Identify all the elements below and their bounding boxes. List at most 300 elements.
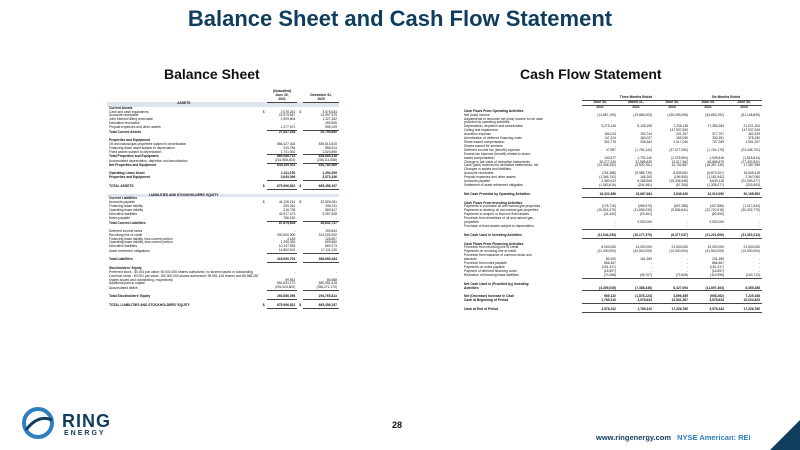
- bs-value-2021: 44,126,214: [278, 200, 296, 205]
- cf-value: 1,017,040: [673, 139, 688, 144]
- cf-value: 1,789,310: [582, 299, 618, 303]
- bs-value-2021: -: [294, 228, 296, 233]
- unaudited-label: (Unaudited): [272, 89, 292, 93]
- cf-value: 13,000,000: [635, 245, 652, 250]
- cf-value: (18,357,139): [705, 163, 724, 168]
- cf-value: 378,150: [748, 136, 760, 141]
- cf-value: 66,866,679: [707, 159, 724, 164]
- bs-dollar-sign: $: [299, 109, 302, 114]
- bs-value-2021: 3,649,096: [267, 176, 298, 180]
- cf-row-label: Cash (paid) received for derivative settlements, net: [464, 163, 539, 168]
- balance-sheet-table: [107, 90, 339, 309]
- bs-row-label: Operating Lease Asset: [109, 171, 145, 176]
- bs-value-2020: 858,513: [325, 145, 337, 150]
- cf-value: 2,367,060: [745, 175, 760, 180]
- cf-value: 1,939,818: [709, 155, 724, 160]
- cf-value: (10,177,370): [618, 234, 654, 238]
- cf-row-label: Net Cash Used in (Provided by) Investing: [464, 281, 529, 286]
- bs-row-label: Financing lease asset subject to depreciation: [109, 145, 175, 150]
- cf-value: -: [654, 225, 690, 229]
- cf-value: (10,824,079): [597, 208, 616, 213]
- cf-row-label: Cash at End of Period: [464, 307, 499, 312]
- bs-value-2021: 860,088,714: [276, 154, 296, 159]
- cf-value: 17,226,780: [654, 308, 690, 312]
- bs-value-2021: 27,837,284: [278, 130, 296, 135]
- bs-value-2020: 36,841,737: [320, 220, 337, 225]
- cf-value: (23,448,702): [741, 147, 760, 152]
- balance-sheet-table-container: [107, 90, 339, 309]
- cf-row-label: Deferred income tax (benefit) expense: [464, 147, 521, 152]
- exchange-ticker: NYSE American: REI: [677, 433, 751, 442]
- cf-value: -: [690, 225, 726, 229]
- bs-value-2021: 216,736: [283, 208, 296, 213]
- col1-header-year: 2021: [267, 98, 298, 102]
- bs-value-2020: 596,109: [303, 126, 339, 130]
- cf-value: 193,744: [640, 132, 652, 137]
- bs-row-label: Derivative liabilities: [109, 244, 138, 249]
- cf-row-label: Net (loss) income: [464, 112, 490, 117]
- logo-swoosh: [26, 418, 52, 430]
- bs-value-2020: 550,951,415: [318, 281, 337, 286]
- cf-col-year: 2020: [668, 104, 676, 109]
- cf-value: (27,402,841): [741, 159, 760, 164]
- cf-row-label: Cash Flows From Operating Activities: [464, 108, 524, 113]
- bs-dollar-sign: $: [262, 109, 265, 114]
- cf-row-label: Purchase of fixed assets subject to depreciation: [464, 224, 534, 229]
- cf-value: 2,380,612: [601, 179, 616, 184]
- bs-row-label: Current Assets: [109, 105, 133, 110]
- cf-col-year: 2020: [740, 104, 748, 109]
- bs-value-2020: 20,795,890: [320, 130, 337, 135]
- bs-dollar-sign: $: [262, 200, 265, 205]
- bs-value-2020: 294,765,813: [303, 295, 339, 299]
- cf-value: 7,236,138: [673, 124, 688, 129]
- cf-col-year: 2021: [704, 104, 712, 109]
- cf-value: -: [758, 268, 760, 273]
- cf-value: 10,752,857: [671, 163, 688, 168]
- cf-value: 47,987: [605, 147, 616, 152]
- bs-value-2020: 32,509,081: [320, 200, 337, 205]
- cf-row-label: Shares issued for services: [464, 143, 503, 148]
- cf-value: 301,775: [604, 139, 616, 144]
- cf-value: (203,953): [726, 184, 762, 188]
- cf-value: 1,792,140: [637, 155, 652, 160]
- cf-value: (1,744,175): [707, 147, 724, 152]
- cf-value: 17,087,996: [743, 163, 760, 168]
- cf-value: (537,388): [673, 204, 688, 209]
- cf-value: -: [722, 143, 724, 148]
- cf-row-label: Changes in assets and liabilities:: [464, 167, 512, 172]
- cf-value: (178,716): [601, 204, 616, 209]
- cf-value: (135,009,096): [667, 112, 688, 117]
- bs-value-2020: 838,894,218: [318, 154, 337, 159]
- col2-header-top: December 31,: [310, 92, 332, 97]
- cf-value: 9,275,126: [601, 124, 616, 129]
- cf-row-label: Adjustments to reconcile net (loss) income to net cash: [464, 116, 543, 121]
- cf-value: -: [650, 265, 652, 269]
- cf-col-header: June 30,: [690, 100, 726, 105]
- cf-value: (11,896,939): [633, 208, 652, 213]
- cf-row-label: Cash Flows From Investing Activities: [464, 200, 523, 205]
- cf-value: -: [758, 261, 760, 266]
- cash-flow-table: [462, 96, 762, 313]
- bs-value-2020: 839,514,815: [318, 141, 337, 146]
- cf-value: 10,024,823: [726, 299, 762, 303]
- cash-flow-table-container: [462, 96, 762, 313]
- cf-value: 13,017,962: [671, 159, 688, 164]
- bs-row-label: Accounts receivable: [109, 113, 139, 118]
- cf-value: -: [618, 225, 654, 229]
- bs-value-2020: 499,906: [325, 121, 337, 126]
- cf-row-label: based compensation: [464, 155, 495, 160]
- bs-value-2021: 551,831,170: [276, 281, 296, 286]
- cf-value: 21,500,000: [743, 245, 760, 250]
- cf-value: 3,578,634: [618, 299, 654, 303]
- cf-value: 30,168,583: [726, 193, 762, 197]
- cf-value: 335,464: [640, 139, 652, 144]
- cf-row-label: Payment of deferred financing costs: [464, 268, 517, 273]
- cf-value: (244,461): [618, 184, 654, 188]
- logo-name: RING: [62, 411, 111, 431]
- cf-value: -: [686, 220, 688, 225]
- cf-value: -: [582, 225, 618, 229]
- bs-row-label: Oil and natural gas properties subject to amortization: [109, 141, 187, 146]
- cf-value: -: [650, 261, 652, 266]
- cf-row-label: Net Cash Provided by Operating Activities: [464, 191, 531, 196]
- cf-value: 3,576,242: [582, 308, 618, 312]
- bs-value-2020: 869,817: [325, 208, 337, 213]
- cf-value: 147,224: [604, 136, 616, 141]
- bs-row: [107, 304, 339, 308]
- cf-row-label: Reduction of financing lease liabilities: [464, 273, 519, 278]
- cf-value: -: [758, 220, 760, 225]
- bs-value-2021: 856,427,026: [276, 141, 296, 146]
- bs-row-label: Operating lease liability, less current portion: [109, 240, 173, 245]
- bs-row-label: Total Liabilities: [109, 257, 133, 262]
- cf-value: 184,013: [604, 132, 616, 137]
- cf-value: 15,687,664: [618, 193, 654, 197]
- cf-row-label: Share-based compensation: [464, 139, 505, 144]
- cf-value: (15,436,648): [669, 179, 688, 184]
- cf-value: 165,200: [640, 175, 652, 180]
- cf-value: -: [650, 128, 652, 133]
- cf-value: 19,000,000: [707, 245, 724, 250]
- cf-value: (11,044,236): [582, 234, 618, 238]
- bs-value-2021: -: [294, 121, 296, 126]
- bs-value-2020: 14,997,979: [320, 113, 337, 118]
- cf-value: (60,900): [711, 212, 724, 217]
- bs-value-2020: 3,578,634: [322, 109, 337, 114]
- cf-row-label: Net Cash Used in Investing Activities: [464, 233, 522, 238]
- cf-value: -: [614, 128, 616, 133]
- cf-row-label: Payments to purchase oil and natural gas properties: [464, 204, 541, 209]
- cf-value: 147,937,943: [669, 128, 688, 133]
- cf-value: 866,467: [604, 261, 616, 266]
- six-months-header: Six Months Ended: [690, 96, 762, 100]
- cf-value: 21,021,104: [743, 124, 760, 129]
- footer-contact: [596, 433, 751, 442]
- bs-value-2021: 42,517,473: [278, 212, 296, 217]
- cf-value: (70,288): [582, 274, 618, 278]
- bs-row-label: Prepaid expenses and other assets: [109, 125, 161, 130]
- cf-row-label: provided by operating activities:: [464, 120, 511, 125]
- cf-row-label: Payments to acquire or improve fixed assets: [464, 212, 529, 217]
- cf-value: -: [686, 143, 688, 148]
- cf-value: (140,712): [726, 274, 762, 278]
- three-months-header: Three Months Ended: [582, 96, 690, 100]
- cf-value: (22,720,018): [705, 208, 724, 213]
- cf-value: -: [758, 257, 760, 262]
- cf-value: (61,148,849): [741, 112, 760, 117]
- bs-row-label: Additional paid-in capital: [109, 281, 145, 286]
- cf-value: 2,646,326: [654, 193, 690, 197]
- cf-value: (196,550): [673, 175, 688, 180]
- cf-value: (1,878,124): [635, 294, 652, 299]
- cf-col-year: 2021: [596, 104, 604, 109]
- cf-row-label: Depreciation, depletion and amortization: [464, 124, 524, 129]
- cf-row-label: Proceeds from revolving line of credit: [464, 245, 519, 250]
- cf-value: -: [758, 143, 760, 148]
- bs-value-2021: 1,741,902: [267, 151, 298, 155]
- website-link[interactable]: www.ringenergy.com: [596, 433, 672, 442]
- cf-value: (30,302,779): [741, 208, 760, 213]
- cf-value: (7,388,438): [618, 287, 654, 291]
- bs-row-label: Fixed assets subject to depreciation: [109, 149, 162, 154]
- cf-value: (20,500,000): [633, 249, 652, 254]
- bs-row-label: Operating lease liability: [109, 208, 144, 213]
- bs-row-label: shares issued and outstanding, respectively: [109, 277, 173, 282]
- cf-col-header: March 31,: [618, 100, 654, 105]
- logo-sub: ENERGY: [64, 430, 106, 437]
- bs-row-label: Properties and Equipment: [109, 175, 151, 180]
- bs-value-2021: 14,862,602: [267, 249, 298, 253]
- cf-value: 30,277,240: [599, 159, 616, 164]
- bs-value-2021: (291,024,602): [267, 286, 298, 290]
- cf-value: -: [614, 143, 616, 148]
- cf-value: 2,000,000: [709, 220, 724, 225]
- cf-value: (57,308): [654, 184, 690, 188]
- cf-value: 3,576,242: [690, 308, 726, 312]
- bs-row-label: Derivative receivable: [109, 121, 140, 126]
- bs-row-label: Notes payable: [109, 216, 131, 221]
- cf-value: (1,181,542): [707, 175, 724, 180]
- cf-value: -: [758, 212, 760, 217]
- bs-value-2021: 99,551: [285, 277, 296, 282]
- cf-value: (19,461): [639, 212, 652, 217]
- cf-value: (37,077,050): [669, 147, 688, 152]
- bs-row-label: TOTAL ASSETS: [109, 184, 134, 189]
- bs-row-label: Cash and cash equivalents: [109, 109, 149, 114]
- bs-value-2020: 190,844: [325, 228, 337, 233]
- cf-value: (151,317): [709, 265, 724, 269]
- bs-value-2021: 1,411,150: [280, 171, 296, 176]
- bs-row-label: Accumulated depreciation, depletion and amortization: [109, 158, 188, 163]
- bs-row-label: ASSETS: [107, 102, 261, 106]
- cf-row: [462, 308, 762, 312]
- cf-value: 463,329: [748, 132, 760, 137]
- cf-value: (13,000,000): [741, 249, 760, 254]
- cf-value: (49,707): [618, 274, 654, 278]
- bs-value-2020: 1,494,399: [322, 171, 337, 176]
- cf-value: (31,500,000): [705, 249, 724, 254]
- cf-value: 8,359,288: [726, 287, 762, 291]
- cf-value: (21,221,606): [690, 234, 726, 238]
- bs-value-2021: 87,875,628: [278, 220, 296, 225]
- bs-row-label: Total Properties and Equipment: [109, 154, 159, 159]
- cf-row-label: Payments on notes payable: [464, 265, 505, 269]
- cf-value: 21,500,000: [671, 245, 688, 250]
- bs-row-label: Properties and Equipment: [109, 137, 151, 142]
- cf-row-label: Proceeds from notes payable: [464, 261, 507, 266]
- cf-value: 147,937,943: [741, 128, 760, 133]
- cf-value: 17,383,284: [707, 124, 724, 129]
- cf-value: 6,258,506: [637, 179, 652, 184]
- cf-value: -: [650, 143, 652, 148]
- bs-value-2021: -: [294, 269, 296, 274]
- cf-row-label: Cash Flows From Financing Activities: [464, 241, 524, 246]
- col2-header-year: 2020: [303, 98, 339, 102]
- bs-value-2020: 809,560: [325, 240, 337, 245]
- cf-row: [462, 274, 762, 278]
- bs-row-label: Total Current Assets: [109, 129, 142, 134]
- cf-value: -: [726, 225, 762, 229]
- cf-value: (4,309,035): [582, 287, 618, 291]
- bs-dollar-sign: $: [299, 200, 302, 205]
- bs-row-label: TOTAL LIABILITIES AND STOCKHOLDERS' EQUITY: [109, 303, 190, 308]
- cf-value: 8,108,155: [637, 124, 652, 129]
- cf-value: (151,317): [601, 265, 616, 269]
- cf-value: 16,322,386: [582, 193, 618, 197]
- bs-row-label: Preferred stock - $0.001 par value; 50,000,000 shares authorized; no shares issued or outstanding: [109, 269, 253, 274]
- cf-value: -: [686, 265, 688, 269]
- slide-title: Balance Sheet and Cash Flow Statement: [187, 6, 613, 31]
- cash-flow-heading: Cash Flow Statement: [520, 66, 662, 82]
- bs-row-label: Accounts payable: [109, 200, 136, 205]
- cf-row-label: Payments to develop oil and natural gas properties: [464, 208, 539, 213]
- bs-value-2021: 675,996,822: [267, 304, 298, 308]
- cf-row-label: Settlement of asset retirement obligation: [464, 183, 524, 188]
- balance-sheet-heading: Balance Sheet: [164, 66, 260, 82]
- bs-value-2021: 10,147,983: [278, 244, 296, 249]
- cf-value: (6,673,207): [707, 171, 724, 176]
- cf-value: (1,518,814): [743, 155, 760, 160]
- cf-value: -: [686, 212, 688, 217]
- bs-value-2020: 665,456,197: [303, 185, 339, 189]
- cf-value: -: [614, 220, 616, 225]
- cf-value: (1,328,077): [690, 184, 726, 188]
- bs-value-2021: 1,909,804: [280, 117, 296, 122]
- cf-row: [462, 193, 762, 197]
- cf-value: (5,836,641): [671, 208, 688, 213]
- bs-value-2021: 259,261: [283, 204, 296, 209]
- bs-value-2020: 17,111,130: [303, 249, 339, 253]
- cf-value: 161,269: [640, 257, 652, 262]
- cf-value: 7,225,168: [745, 294, 760, 299]
- bs-value-2021: 3,576,242: [280, 109, 296, 114]
- cf-value: (31,320,213): [726, 234, 762, 238]
- bs-value-2021: 415,090,703: [267, 258, 298, 262]
- cf-row-label: Proceeds from issuance of common stock and: [464, 253, 532, 258]
- cf-value: 707,269: [712, 139, 724, 144]
- cf-value: (11,000,000): [597, 249, 616, 254]
- cf-value: 4,696,355: [673, 294, 688, 299]
- cf-value: (10,000,000): [669, 249, 688, 254]
- cf-row-label: properties: [464, 220, 479, 225]
- cf-value: (11,697,463): [690, 287, 726, 291]
- bs-value-2021: 1,295,330: [280, 240, 296, 245]
- corner-accent: [770, 420, 800, 450]
- bs-row-label: Common stock - $0.001 par value; 150,000,000 shares authorized; 99,551,145 shares and 85,568,287: [109, 273, 259, 278]
- cf-row-label: Cash at Beginning of Period: [464, 298, 509, 303]
- cf-value: (1,017,634): [743, 204, 760, 209]
- cf-value: (16,897): [711, 268, 724, 273]
- bs-row-label: LIABILITIES AND STOCKHOLDERS' EQUITY: [107, 194, 261, 198]
- cf-value: (14,887,190): [597, 112, 616, 117]
- cf-row-label: Amortization of deferred financing costs: [464, 136, 522, 141]
- bs-value-2020: 85,568: [326, 277, 337, 282]
- bs-value-2020: (208,111,658): [303, 159, 339, 163]
- cf-value: 330,251: [712, 136, 724, 141]
- cf-row-label: Excess tax expense (benefit) related to share-: [464, 151, 532, 156]
- bs-row-label: Current Liabilities: [109, 196, 138, 201]
- cf-value: (19,866,003): [633, 112, 652, 117]
- cf-col-header: June 30,: [582, 100, 618, 105]
- cf-value: -: [686, 257, 688, 262]
- cf-col-year: 2021: [632, 104, 640, 109]
- cf-value: (437,686): [709, 204, 724, 209]
- cf-value: 12,531,387: [654, 299, 690, 303]
- cf-value: 17,226,780: [726, 308, 762, 312]
- bs-value-2020: 255,011: [325, 204, 337, 209]
- bs-row-label: Joint interest billing receivable: [109, 117, 153, 122]
- bs-value-2020: 313,000,000: [318, 232, 337, 237]
- bs-dollar-sign: $: [262, 184, 265, 189]
- bs-value-2020: 869,273: [325, 244, 337, 249]
- cf-value: 8,639,061: [673, 171, 688, 176]
- cf-value: 969,132: [604, 294, 616, 299]
- bs-row-label: Revolving line of credit: [109, 232, 143, 237]
- bs-value-2020: 630,782,560: [318, 163, 337, 168]
- cf-value: (119,995): [690, 274, 726, 278]
- cf-value: -: [686, 268, 688, 273]
- cf-value: (5,988,739): [635, 171, 652, 176]
- bs-row-label: Derivative liabilities: [109, 212, 138, 217]
- bs-value-2021: 675,996,822: [267, 185, 298, 189]
- bs-row-label: Total Current Liabilities: [109, 220, 146, 225]
- cf-value: 189,050: [676, 136, 688, 141]
- bs-value-2020: 126,807: [325, 236, 337, 241]
- bs-value-2020: 368,680,284: [303, 258, 339, 262]
- bs-value-2020: 3,573,346: [303, 176, 339, 180]
- cf-row-label: warrants: [464, 257, 477, 262]
- col1-header-top: June 30,: [275, 92, 289, 97]
- bs-value-2020: 1,327,262: [322, 117, 337, 122]
- cf-row-label: Change in fair value of derivative instruments: [464, 159, 530, 164]
- cf-value: 6,427,094: [654, 287, 690, 291]
- bs-value-2021: 300,500,000: [276, 232, 296, 237]
- cf-value: (41,440): [603, 212, 616, 217]
- cf-value: (6,377,037): [654, 234, 690, 238]
- bs-dollar-sign: $: [299, 184, 302, 189]
- bs-value-2021: 1,377,671: [267, 126, 298, 130]
- cf-value: 31,588,839: [635, 159, 652, 164]
- cf-value: 3,578,634: [690, 299, 726, 303]
- cf-value: -: [686, 261, 688, 266]
- cf-value: 140,677: [604, 155, 616, 160]
- cf-value: 241,269: [712, 257, 724, 262]
- cf-value: (34,853,292): [705, 112, 724, 117]
- cf-row-label: Prepaid expenses and other assets: [464, 175, 516, 180]
